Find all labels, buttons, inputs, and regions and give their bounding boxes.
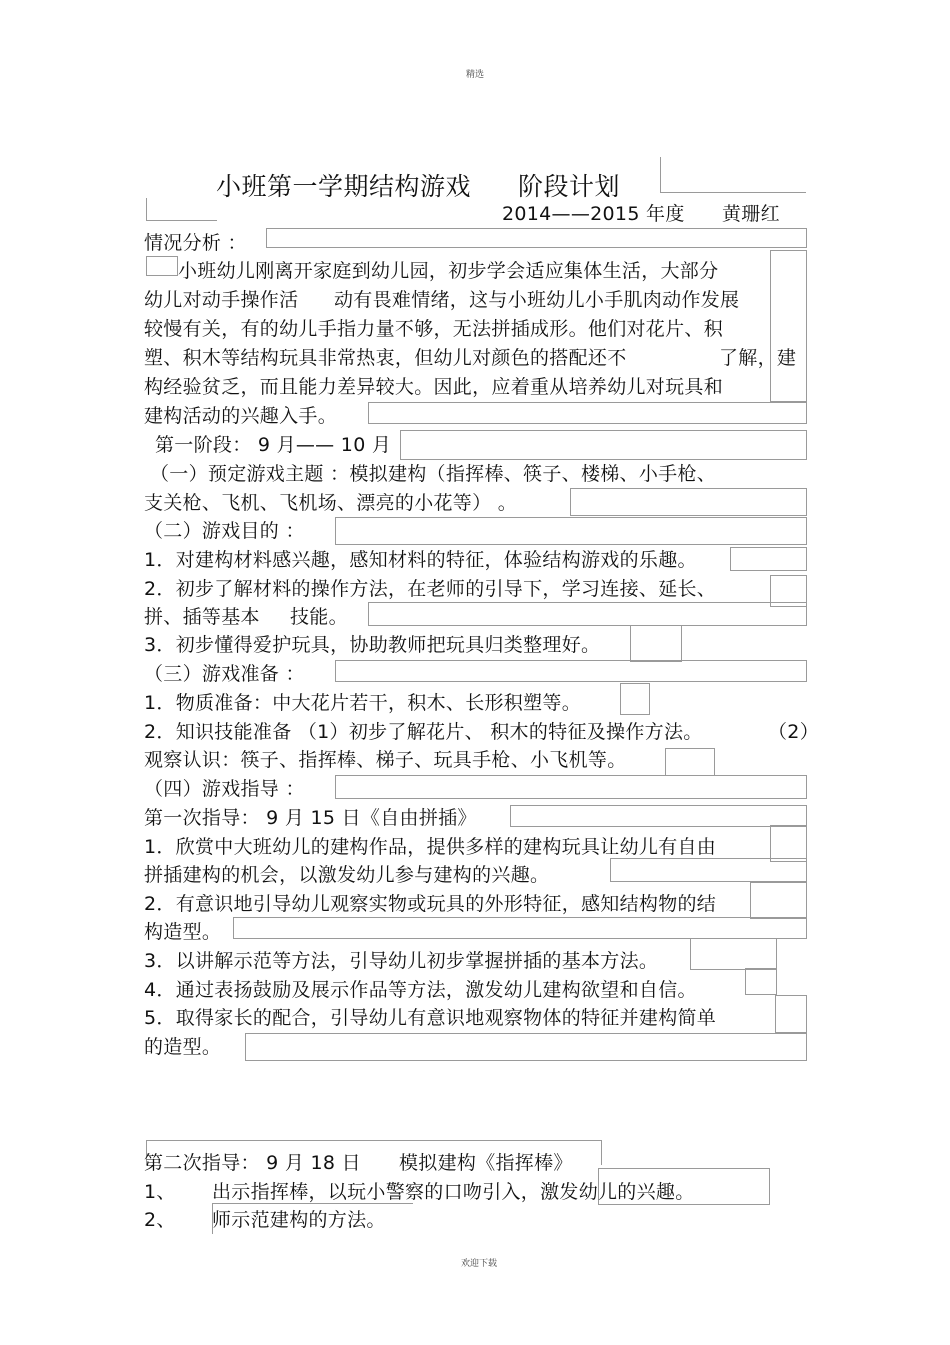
doc-year: 2014——2015 年度 — [502, 203, 685, 225]
scan-frame — [335, 517, 807, 545]
bottom-watermark: 欢迎下载 — [461, 1259, 498, 1269]
theme-line-2: 支关枪、飞机、飞机场、漂亮的小花等） 。 — [144, 492, 518, 514]
scan-frame — [750, 882, 807, 919]
analysis-line-2a: 幼儿对动手操作活 — [144, 289, 299, 311]
theme-line-1: （一）预定游戏主题 ：模拟建构（指挥棒、筷子、楼梯、小手枪、 — [150, 463, 717, 485]
scan-frame — [368, 402, 807, 424]
goal-2-line-2a: 拼、插等基本 — [144, 606, 260, 628]
scan-frame — [690, 938, 777, 970]
guide-1-item-5a: 5．取得家长的配合，引导幼儿有意识地观察物体的特征并建构简单 — [144, 1007, 717, 1029]
goal-2-line-2b: 技能。 — [290, 606, 348, 628]
scan-frame — [335, 660, 807, 682]
prep-heading: （三）游戏准备 ： — [144, 663, 305, 685]
guide-2-item-2-text: 师示范建构的方法。 — [212, 1209, 386, 1231]
scan-frame — [770, 825, 807, 862]
analysis-line-4a: 塑、积木等结构玩具非常热衷，但幼儿对颜色的搭配还不 — [144, 347, 627, 369]
scan-frame — [146, 256, 178, 276]
analysis-line-4b: 了解，建 — [719, 347, 797, 369]
goal-1: 1．对建构材料感兴趣，感知材料的特征，体验结构游戏的乐趣。 — [144, 549, 697, 571]
prep-2-line-2: 观察认识：筷子、指挥棒、梯子、玩具手枪、小飞机等。 — [144, 749, 627, 771]
goal-heading: （二）游戏目的 ： — [144, 520, 305, 542]
top-watermark: 精选 — [466, 70, 485, 80]
guide-1-item-3: 3．以讲解示范等方法，引导幼儿初步掌握拼插的基本方法。 — [144, 950, 659, 972]
analysis-line-6: 建构活动的兴趣入手。 — [144, 405, 338, 427]
guide-1-item-4: 4．通过表扬鼓励及展示作品等方法，激发幼儿建构欲望和自信。 — [144, 979, 697, 1001]
scan-frame — [570, 488, 807, 516]
analysis-line-2b: 动有畏难情绪，这与小班幼儿小手肌肉动作发展 — [334, 289, 740, 311]
scan-frame — [510, 805, 807, 827]
analysis-line-3: 较慢有关，有的幼儿手指力量不够，无法拼插成形。他们对花片、积 — [144, 318, 724, 340]
scan-frame — [630, 625, 682, 662]
scan-frame — [770, 250, 807, 402]
prep-1: 1．物质准备：中大花片若干，积木、长形积塑等。 — [144, 692, 581, 714]
guide-2-title-b: 模拟建构《指挥棒》 — [399, 1152, 573, 1174]
analysis-line-1: 小班幼儿刚离开家庭到幼儿园，初步学会适应集体生活，大部分 — [178, 260, 719, 282]
scan-frame — [610, 858, 807, 882]
scan-frame — [233, 917, 807, 939]
scan-frame — [730, 547, 807, 571]
guide-1-item-5b: 的造型。 — [144, 1036, 222, 1058]
guide-1-item-1b: 拼插建构的机会，以激发幼儿参与建构的兴趣。 — [144, 864, 550, 886]
guide-1-item-2a: 2．有意识地引导幼儿观察实物或玩具的外形特征，感知结构物的结 — [144, 893, 717, 915]
scan-frame — [665, 748, 715, 776]
goal-2-line-1: 2．初步了解材料的操作方法，在老师的引导下，学习连接、延长、 — [144, 578, 717, 600]
guide-1-title: 第一次指导： 9 月 15 日《自由拼插》 — [144, 807, 477, 829]
guide-2-item-1-text: 出示指挥棒，以玩小警察的口吻引入，激发幼儿的兴趣。 — [212, 1181, 695, 1203]
scan-frame — [245, 1033, 807, 1061]
guide-1-item-2b: 构造型。 — [144, 921, 222, 943]
scan-frame — [770, 575, 807, 607]
guide-1-item-1a: 1．欣赏中大班幼儿的建构作品，提供多样的建构玩具让幼儿有自由 — [144, 836, 717, 858]
analysis-heading: 情况分析 ： — [144, 232, 247, 254]
scan-frame — [660, 157, 806, 193]
scan-frame — [266, 228, 807, 248]
guide-2-title-a: 第二次指导： 9 月 18 日 — [144, 1152, 361, 1174]
guide-2-item-1-num: 1、 — [144, 1181, 176, 1203]
prep-2-line-1-end: （2） — [768, 721, 819, 743]
scan-frame — [620, 683, 650, 715]
scan-frame — [775, 995, 807, 1033]
doc-author: 黄珊红 — [722, 203, 780, 225]
prep-2-line-1: 2．知识技能准备 （1）初步了解花片、 积木的特征及操作方法。 — [144, 721, 703, 743]
analysis-line-5: 构经验贫乏，而且能力差异较大。因此，应着重从培养幼儿对玩具和 — [144, 376, 724, 398]
scan-frame — [745, 968, 777, 995]
scan-frame — [146, 198, 217, 221]
doc-title-main: 小班第一学期结构游戏 — [216, 172, 472, 201]
scan-frame — [368, 602, 807, 626]
doc-title-sub: 阶段计划 — [518, 172, 621, 201]
goal-3: 3．初步懂得爱护玩具，协助教师把玩具归类整理好。 — [144, 634, 601, 656]
guide-2-item-2-num: 2、 — [144, 1209, 176, 1231]
guide-heading: （四）游戏指导 ： — [144, 778, 305, 800]
scan-frame — [400, 430, 807, 460]
scan-frame — [335, 775, 807, 799]
stage-heading: 第一阶段： 9 月—— 10 月 — [155, 434, 392, 456]
